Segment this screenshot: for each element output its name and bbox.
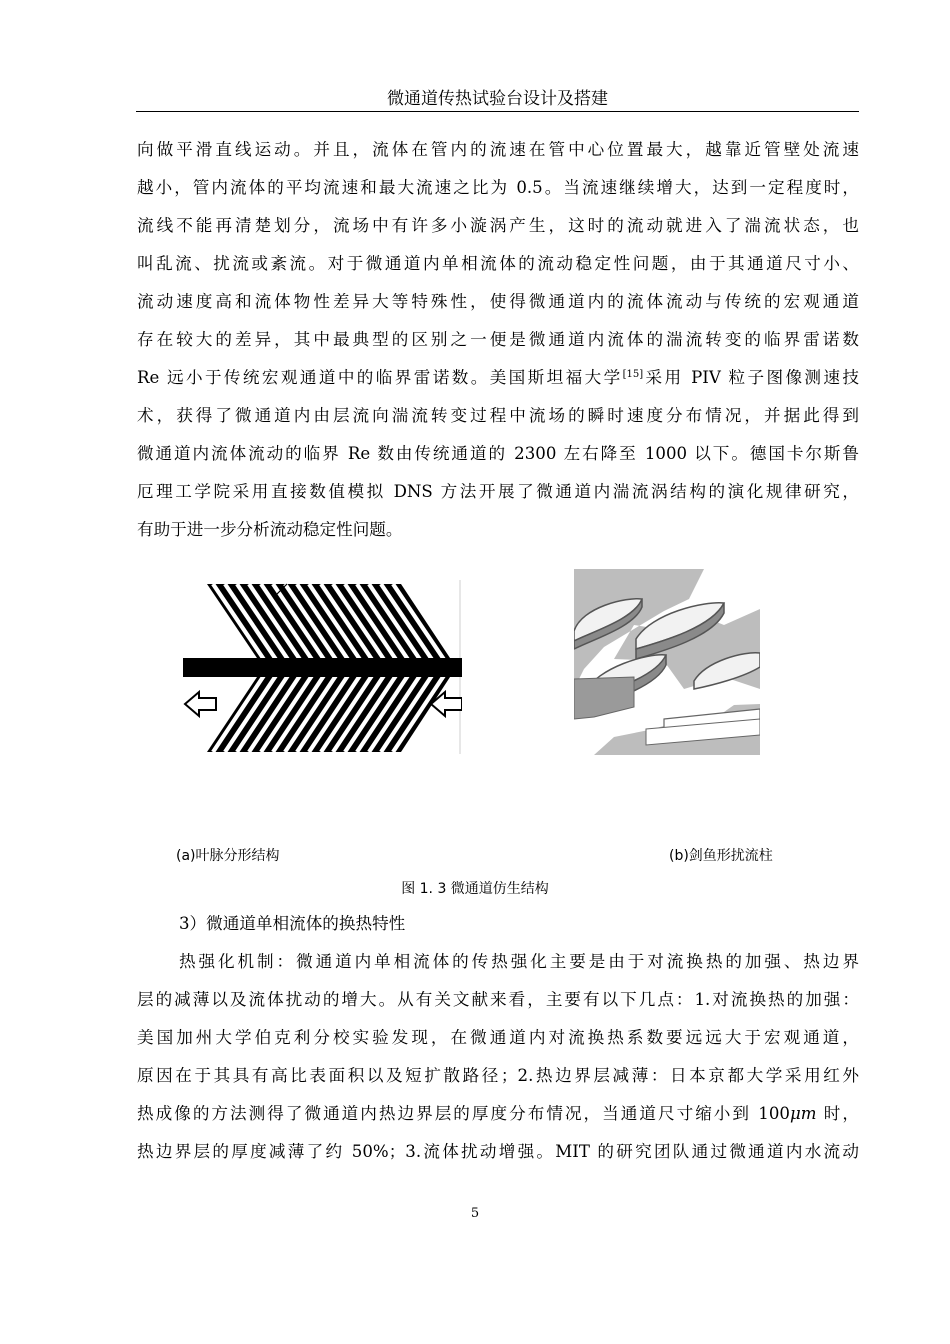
figure-title: 图 1. 3 微通道仿生结构 <box>401 881 549 897</box>
text-line: 层的减薄以及流体扰动的增大。从有关文献来看，主要有以下几点：1.对流换热的加强： <box>137 990 859 1009</box>
unit-micrometer: μm <box>789 1104 817 1123</box>
figure-caption-a: (a)叶脉分形结构 <box>176 848 280 864</box>
leaf-vein-fractal-figure <box>183 580 462 754</box>
text-line: 越小，管内流体的平均流速和最大流速之比为 0.5。当流速继续增大，达到一定程度时， <box>137 178 859 197</box>
swordfish-pin-fin-figure <box>574 569 760 755</box>
figure-caption-b: (b)剑鱼形扰流柱 <box>669 848 773 864</box>
section-heading <box>179 905 859 943</box>
text-line: 厄理工学院采用直接数值模拟 DNS 方法开展了微通道内湍流涡结构的演化规律研究， <box>137 482 859 501</box>
text-line <box>137 359 859 397</box>
text-line: 有助于进一步分析流动稳定性问题。 <box>137 520 403 539</box>
text-line: 流动速度高和流体物性差异大等特殊性，使得微通道内的流体流动与传统的宏观通道 <box>137 292 859 311</box>
text-line: 向做平滑直线运动。并且，流体在管内的流速在管中心位置最大，越靠近管壁处流速 <box>137 140 859 159</box>
text-line: 热边界层的厚度减薄了约 50%；3.流体扰动增强。MIT 的研究团队通过微通道内水流动 <box>137 1142 859 1161</box>
text-line: 叫乱流、扰流或紊流。对于微通道内单相流体的流动稳定性问题，由于其通道尺寸小、 <box>137 254 859 273</box>
text-line: 流线不能再清楚划分，流场中有许多小漩涡产生，这时的流动就进入了湍流状态，也 <box>137 216 859 235</box>
text-segment: 热成像的方法测得了微通道内热边界层的厚度分布情况，当通道尺寸缩小到 100 <box>137 1104 790 1123</box>
text-line <box>137 1095 859 1133</box>
text-line: 原因在于其具有高比表面积以及短扩散路径；2.热边界层减薄：日本京都大学采用红外 <box>137 1066 859 1085</box>
page-number: 5 <box>470 1206 480 1221</box>
page-header-title: 微通道传热试验台设计及搭建 <box>387 89 608 109</box>
text-segment: 采用 PIV 粒子图像测速技 <box>643 368 859 387</box>
heading-text: 3）微通道单相流体的换热特性 <box>179 914 406 933</box>
text-segment: Re 远小于传统宏观通道中的临界雷诺数。美国斯坦福大学 <box>137 368 623 387</box>
text-line: 存在较大的差异，其中最典型的区别之一便是微通道内流体的湍流转变的临界雷诺数 <box>137 330 859 349</box>
text-line: 术，获得了微通道内由层流向湍流转变过程中流场的瞬时速度分布情况，并据此得到 <box>137 406 859 425</box>
text-line: 微通道内流体流动的临界 Re 数由传统通道的 2300 左右降至 1000 以下。德国卡尔斯鲁 <box>137 444 859 463</box>
reference-superscript: [15] <box>622 369 644 380</box>
paragraph-heat-transfer <box>137 943 859 1171</box>
header-rule <box>136 111 859 112</box>
text-line: 热强化机制：微通道内单相流体的传热强化主要是由于对流换热的加强、热边界 <box>179 952 859 971</box>
paragraph-flow-stability <box>137 131 859 549</box>
text-segment: 时， <box>816 1104 859 1123</box>
text-line: 美国加州大学伯克利分校实验发现，在微通道内对流换热系数要远远大于宏观通道， <box>137 1028 859 1047</box>
